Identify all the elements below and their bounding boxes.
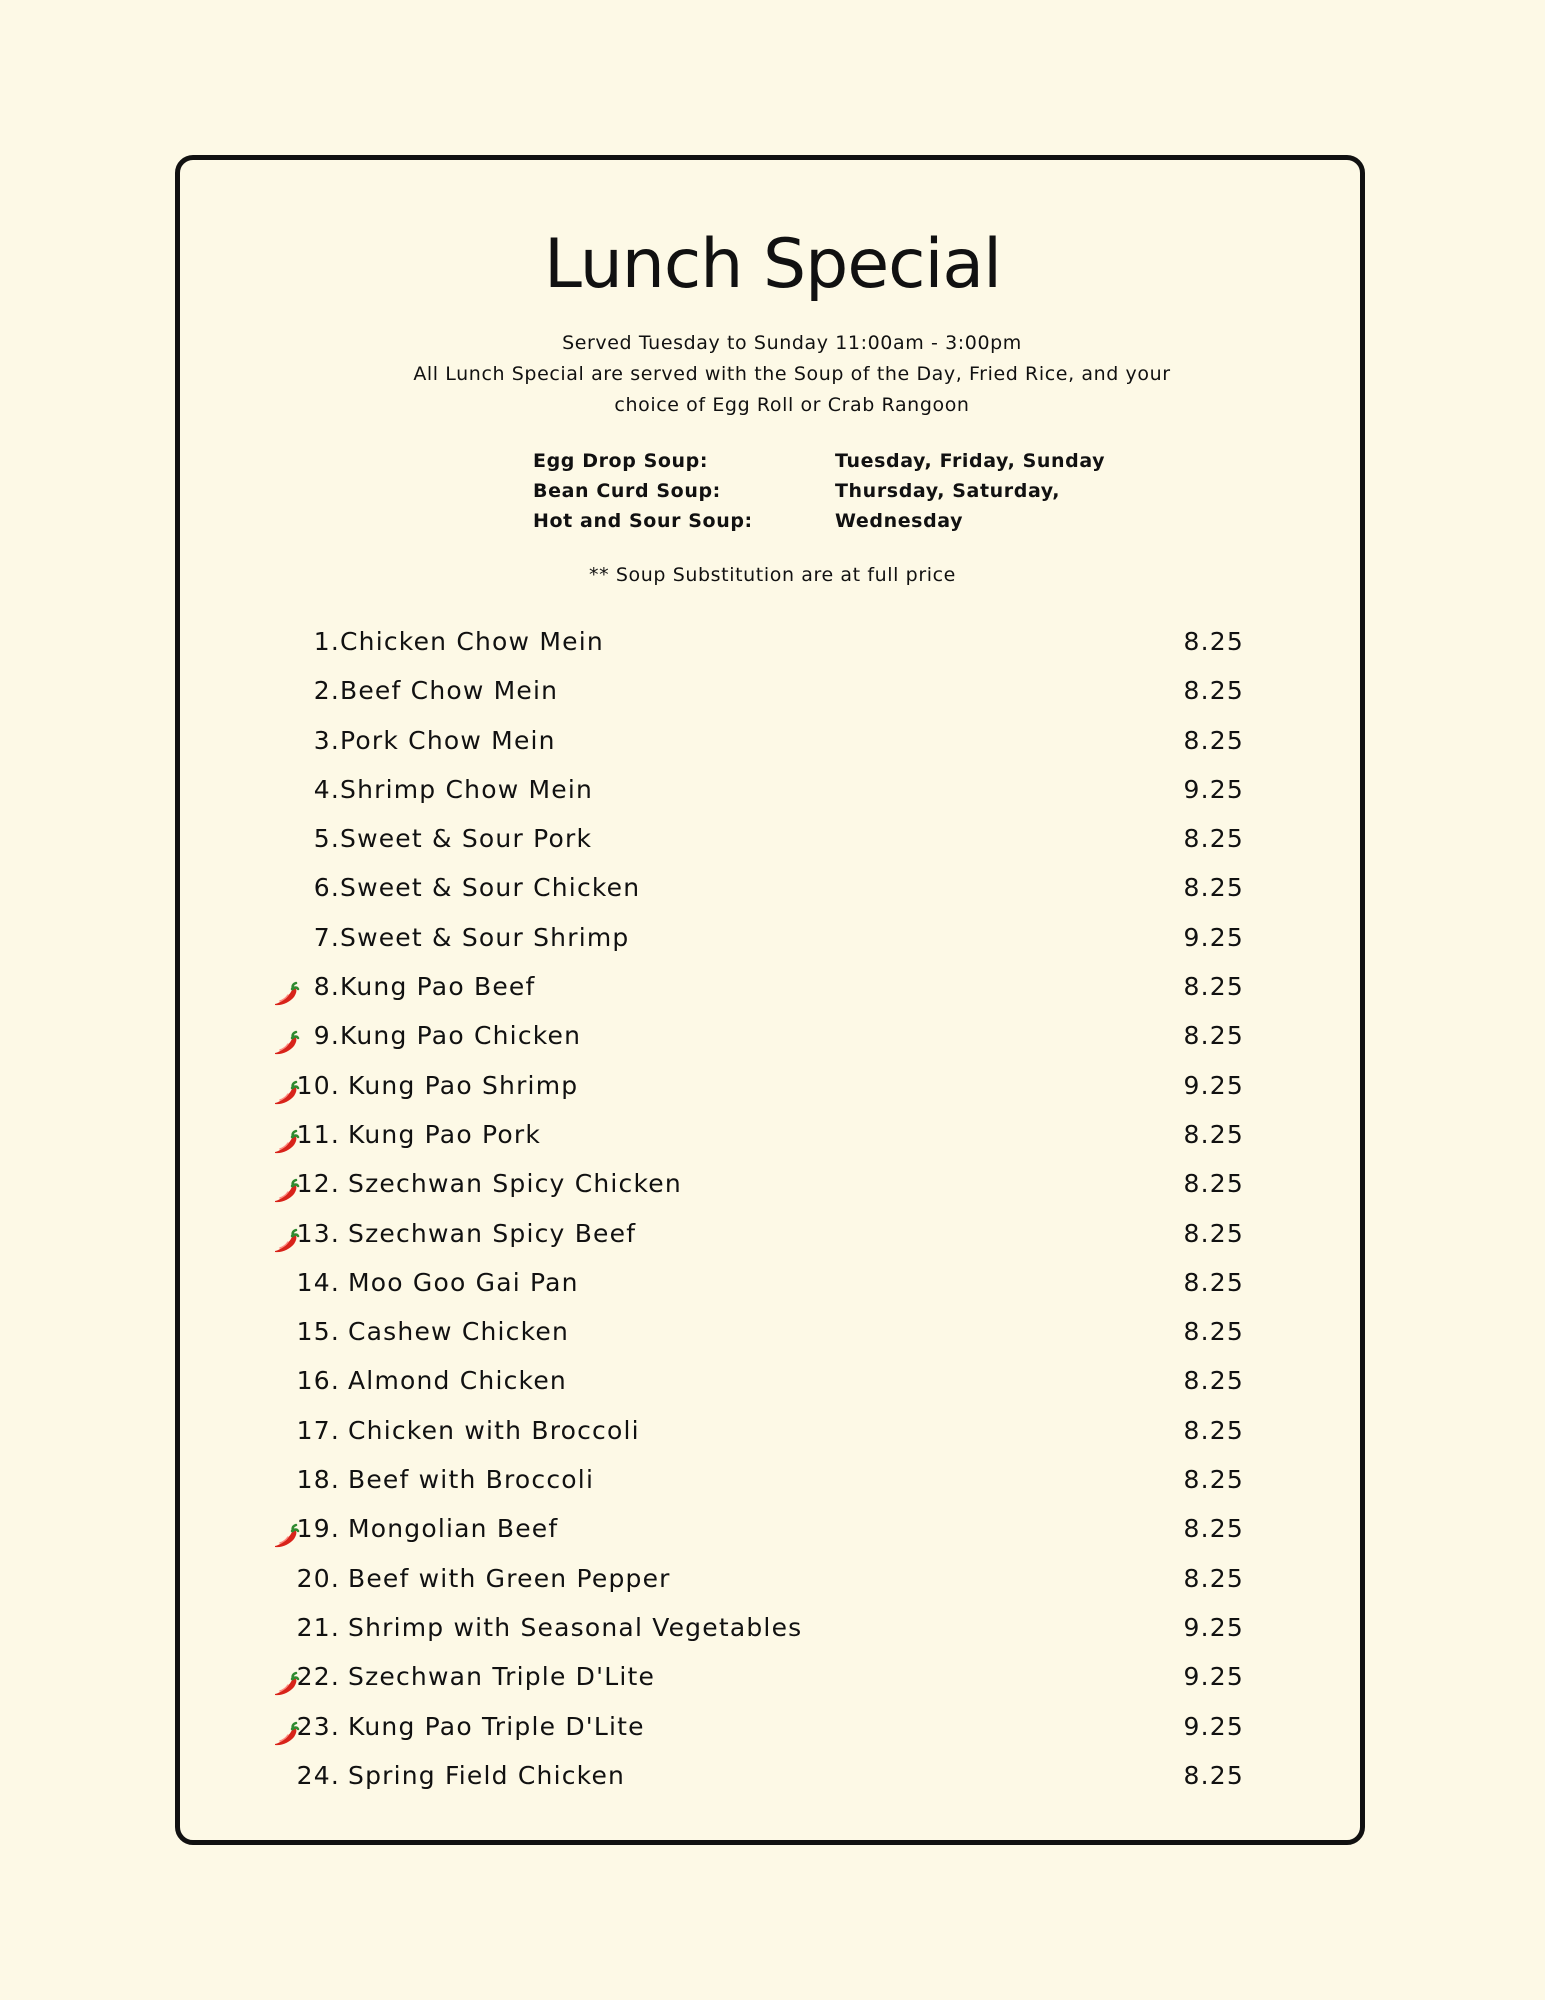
- menu-item-name: Kung Pao Shrimp: [348, 1070, 579, 1100]
- menu-item: [0, 716, 1545, 765]
- menu-item-name: Chicken Chow Mein: [340, 627, 604, 656]
- menu-item-number: 3.: [313, 725, 340, 755]
- menu-item-price: 8.25: [1183, 873, 1244, 903]
- soup-days-line: Tuesday, Friday, Sunday: [835, 450, 1106, 472]
- menu-item: [0, 666, 1545, 715]
- service-includes-cont: choice of Egg Roll or Crab Rangoon: [614, 394, 970, 416]
- menu-item-price: 8.25: [1183, 1760, 1244, 1790]
- menu-item-price: 8.25: [1183, 1267, 1244, 1297]
- menu-item-name: Sweet & Sour Pork: [340, 824, 593, 854]
- menu-item: [0, 1554, 1545, 1603]
- menu-item-name: Szechwan Spicy Chicken: [348, 1169, 682, 1199]
- menu-item-number: 4.: [313, 774, 340, 804]
- menu-item: [0, 1011, 1545, 1060]
- menu-item-number: 22.: [296, 1662, 340, 1692]
- menu-item-name: Almond Chicken: [348, 1366, 567, 1396]
- menu-list: [0, 617, 1545, 1800]
- chili-pepper-icon: [272, 974, 300, 1000]
- soup-name: Bean Curd Soup:: [533, 480, 721, 502]
- menu-item-number: 21.: [296, 1612, 340, 1642]
- menu-item: [0, 1652, 1545, 1701]
- menu-item: [0, 863, 1545, 912]
- menu-item-name: Kung Pao Chicken: [340, 1021, 582, 1051]
- menu-item-name: Moo Goo Gai Pan: [348, 1267, 579, 1297]
- service-hours: Served Tuesday to Sunday 11:00am - 3:00pm: [562, 332, 1022, 354]
- menu-item-name: Spring Field Chicken: [348, 1760, 626, 1790]
- soup-substitution-note: ** Soup Substitution are at full price: [589, 564, 956, 586]
- menu-item: [0, 1258, 1545, 1307]
- menu-item-number: 18.: [296, 1465, 340, 1495]
- menu-item-number: 16.: [296, 1366, 340, 1396]
- soup-days-line: Wednesday: [835, 510, 964, 532]
- menu-item-number: 17.: [296, 1415, 340, 1445]
- chili-pepper-icon: [272, 1023, 300, 1049]
- menu-item-number: 24.: [296, 1760, 340, 1790]
- menu-item-number: 9.: [313, 1021, 340, 1051]
- menu-item-name: Szechwan Triple D'Lite: [348, 1662, 656, 1692]
- menu-item: [0, 1702, 1545, 1751]
- menu-item: [0, 1356, 1545, 1405]
- menu-item-number: 1.: [313, 627, 340, 656]
- menu-item-name: Kung Pao Triple D'Lite: [348, 1711, 645, 1741]
- menu-item-price: 8.25: [1183, 1119, 1244, 1149]
- menu-item-number: 10.: [296, 1070, 340, 1100]
- menu-item-price: 8.25: [1183, 725, 1244, 755]
- menu-item-price: 8.25: [1183, 1366, 1244, 1396]
- menu-item: [0, 1504, 1545, 1553]
- menu-item: [0, 1110, 1545, 1159]
- menu-item-price: 9.25: [1183, 774, 1244, 804]
- menu-item-name: Shrimp Chow Mein: [340, 774, 594, 804]
- menu-item-price: 8.25: [1183, 1317, 1244, 1347]
- menu-item: [0, 1307, 1545, 1356]
- menu-item-price: 9.25: [1183, 1070, 1244, 1100]
- service-includes: All Lunch Special are served with the Soup of the Day, Fried Rice, and your: [413, 363, 1171, 385]
- menu-item-price: 8.25: [1183, 1169, 1244, 1199]
- menu-item: [0, 1061, 1545, 1110]
- menu-item: [0, 962, 1545, 1011]
- menu-item-name: Shrimp with Seasonal Vegetables: [348, 1612, 803, 1642]
- page-title: Lunch Special: [544, 225, 1001, 304]
- soup-name: Hot and Sour Soup:: [533, 510, 753, 532]
- menu-item-name: Beef Chow Mein: [340, 676, 559, 706]
- menu-item: [0, 765, 1545, 814]
- menu-item-price: 8.25: [1183, 824, 1244, 854]
- menu-item-price: 8.25: [1183, 972, 1244, 1002]
- menu-item-price: 8.25: [1183, 676, 1244, 706]
- menu-item-number: 11.: [296, 1119, 340, 1149]
- menu-item: [0, 1159, 1545, 1208]
- soup-name: Egg Drop Soup:: [533, 450, 709, 472]
- menu-item-number: 14.: [296, 1267, 340, 1297]
- menu-item-name: Kung Pao Beef: [340, 972, 536, 1002]
- menu-item-price: 9.25: [1183, 1662, 1244, 1692]
- menu-item-name: Chicken with Broccoli: [348, 1415, 640, 1445]
- menu-item: [0, 617, 1545, 666]
- menu-item-name: Beef with Broccoli: [348, 1465, 595, 1495]
- soup-days-line: Thursday, Saturday,: [835, 480, 1061, 502]
- menu-item-price: 8.25: [1183, 1218, 1244, 1248]
- service-info: [400, 328, 1184, 421]
- menu-item-number: 5.: [313, 824, 340, 854]
- menu-item-price: 8.25: [1183, 1465, 1244, 1495]
- menu-item: [0, 814, 1545, 863]
- menu-item-price: 9.25: [1183, 1612, 1244, 1642]
- menu-item-name: Szechwan Spicy Beef: [348, 1218, 637, 1248]
- menu-item-price: 8.25: [1183, 1514, 1244, 1544]
- soup-names: [533, 446, 823, 536]
- menu-item-name: Mongolian Beef: [348, 1514, 559, 1544]
- menu-item-number: 15.: [296, 1317, 340, 1347]
- menu-item: [0, 913, 1545, 962]
- menu-item-name: Kung Pao Pork: [348, 1119, 542, 1149]
- menu-item-price: 9.25: [1183, 922, 1244, 952]
- menu-item-name: Beef with Green Pepper: [348, 1563, 671, 1593]
- menu-item: [0, 1455, 1545, 1504]
- menu-item: [0, 1209, 1545, 1258]
- menu-item: [0, 1603, 1545, 1652]
- menu-item-name: Pork Chow Mein: [340, 725, 556, 755]
- menu-item-name: Sweet & Sour Shrimp: [340, 922, 630, 952]
- menu-item-price: 8.25: [1183, 1563, 1244, 1593]
- menu-item-price: 8.25: [1183, 627, 1244, 656]
- soup-days: [835, 446, 1135, 536]
- menu-item-number: 23.: [296, 1711, 340, 1741]
- menu-item-number: 13.: [296, 1218, 340, 1248]
- menu-item-number: 19.: [296, 1514, 340, 1544]
- menu-item-price: 8.25: [1183, 1021, 1244, 1051]
- menu-item-number: 8.: [313, 972, 340, 1002]
- menu-item: [0, 1406, 1545, 1455]
- menu-item-price: 9.25: [1183, 1711, 1244, 1741]
- menu-item-name: Cashew Chicken: [348, 1317, 570, 1347]
- menu-item-name: Sweet & Sour Chicken: [340, 873, 641, 903]
- menu-item-number: 7.: [313, 922, 340, 952]
- menu-item-number: 6.: [313, 873, 340, 903]
- menu-item: [0, 1751, 1545, 1800]
- menu-item-number: 12.: [296, 1169, 340, 1199]
- menu-item-price: 8.25: [1183, 1415, 1244, 1445]
- menu-item-number: 20.: [296, 1563, 340, 1593]
- menu-item-number: 2.: [313, 676, 340, 706]
